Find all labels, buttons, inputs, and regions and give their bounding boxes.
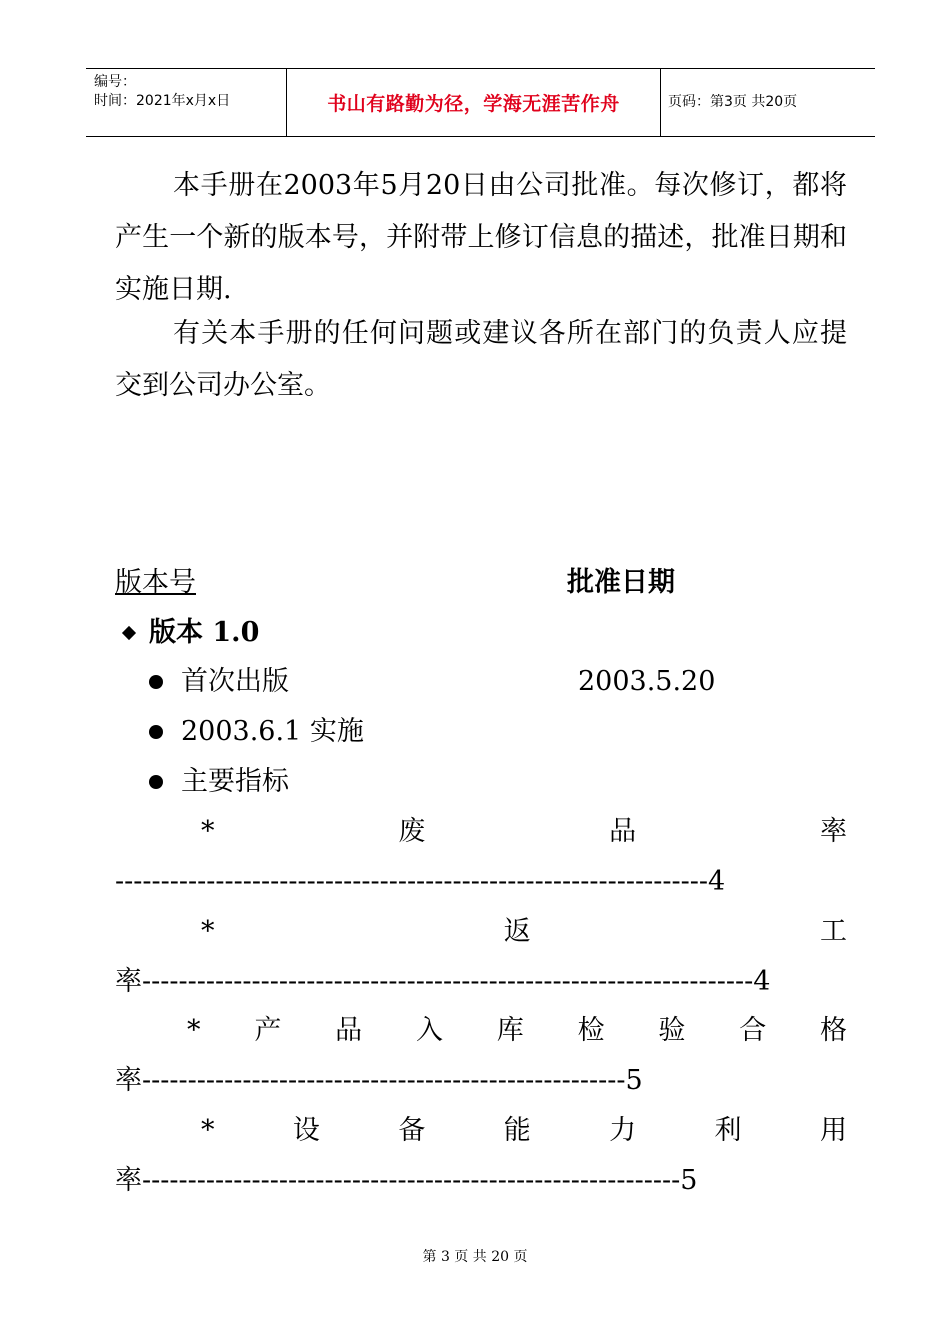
- indicator-leader-1: -----------------------------------------------------------------4: [115, 866, 726, 897]
- doc-time-label: 时间：2021年x月x日: [94, 93, 231, 109]
- page-footer: 第 3 页 共 20 页: [422, 1249, 528, 1265]
- indicator-char: *: [187, 1015, 201, 1046]
- indicator-leader-3: 率-----------------------------------------------------5: [115, 1065, 643, 1096]
- indicator-char: 备: [398, 1115, 426, 1146]
- indicator-char: 能: [503, 1115, 531, 1146]
- intro-paragraph-2: 有关本手册的任何问题或建议各所在部门的负责人应提交到公司办公室。: [115, 318, 847, 401]
- indicator-leader-4: 率-----------------------------------------------------------5: [115, 1165, 698, 1196]
- indicator-char: 品: [609, 816, 637, 847]
- indicator-char: 格: [820, 1015, 847, 1046]
- page-header: [86, 68, 875, 137]
- indicator-char: 废: [398, 816, 426, 847]
- version-column-heading: 版本号: [115, 567, 196, 598]
- approve-date-heading: 批准日期: [567, 567, 675, 598]
- indicator-char: *: [201, 916, 215, 947]
- bullet-icon: [149, 775, 163, 789]
- indicator-char: 合: [739, 1015, 767, 1046]
- header-motto: 书山有路勤为径，学海无涯苦作舟: [327, 93, 620, 115]
- indicator-char: *: [201, 1115, 215, 1146]
- version-item-first-publish: 首次出版: [181, 666, 289, 697]
- indicator-char: 用: [819, 1115, 847, 1146]
- indicator-char: 力: [609, 1115, 637, 1146]
- indicator-char: 入: [415, 1015, 443, 1046]
- indicator-row-3: [115, 1013, 847, 1049]
- doc-number-label: 编号：: [94, 74, 136, 90]
- indicator-char: *: [201, 816, 215, 847]
- header-motto-cell: [286, 69, 661, 136]
- indicator-row-1: [115, 814, 847, 850]
- indicator-row-2: [115, 914, 847, 950]
- indicator-char: 设: [292, 1115, 320, 1146]
- indicator-char: 产: [254, 1015, 282, 1046]
- indicator-char: 品: [335, 1015, 363, 1046]
- indicator-char: 验: [658, 1015, 686, 1046]
- diamond-bullet-icon: [122, 626, 136, 640]
- header-page-cell: [660, 69, 883, 136]
- version-item-implement: 2003.6.1 实施: [181, 716, 364, 747]
- bullet-icon: [149, 725, 163, 739]
- indicator-char: 返: [503, 916, 531, 947]
- indicator-char: 工: [820, 916, 847, 947]
- intro-paragraph-1: 本手册在2003年5月20日由公司批准。每次修订，都将产生一个新的版本号，并附带上修订信息的描述，批准日期和实施日期.: [115, 170, 847, 305]
- indicator-char: 检: [577, 1015, 605, 1046]
- bullet-icon: [149, 675, 163, 689]
- version-item-main-indicators: 主要指标: [181, 766, 289, 797]
- version-label: 版本 1.0: [149, 617, 260, 648]
- indicator-char: 率: [819, 816, 847, 847]
- indicator-leader-2: 率-------------------------------------------------------------------4: [115, 966, 771, 997]
- header-page-info: 页码：第3页 共20页: [668, 94, 798, 110]
- first-publish-date: 2003.5.20: [578, 666, 716, 697]
- indicator-char: 库: [496, 1015, 524, 1046]
- header-meta: [86, 69, 286, 136]
- indicator-char: 利: [714, 1115, 742, 1146]
- indicator-row-4: [115, 1113, 847, 1149]
